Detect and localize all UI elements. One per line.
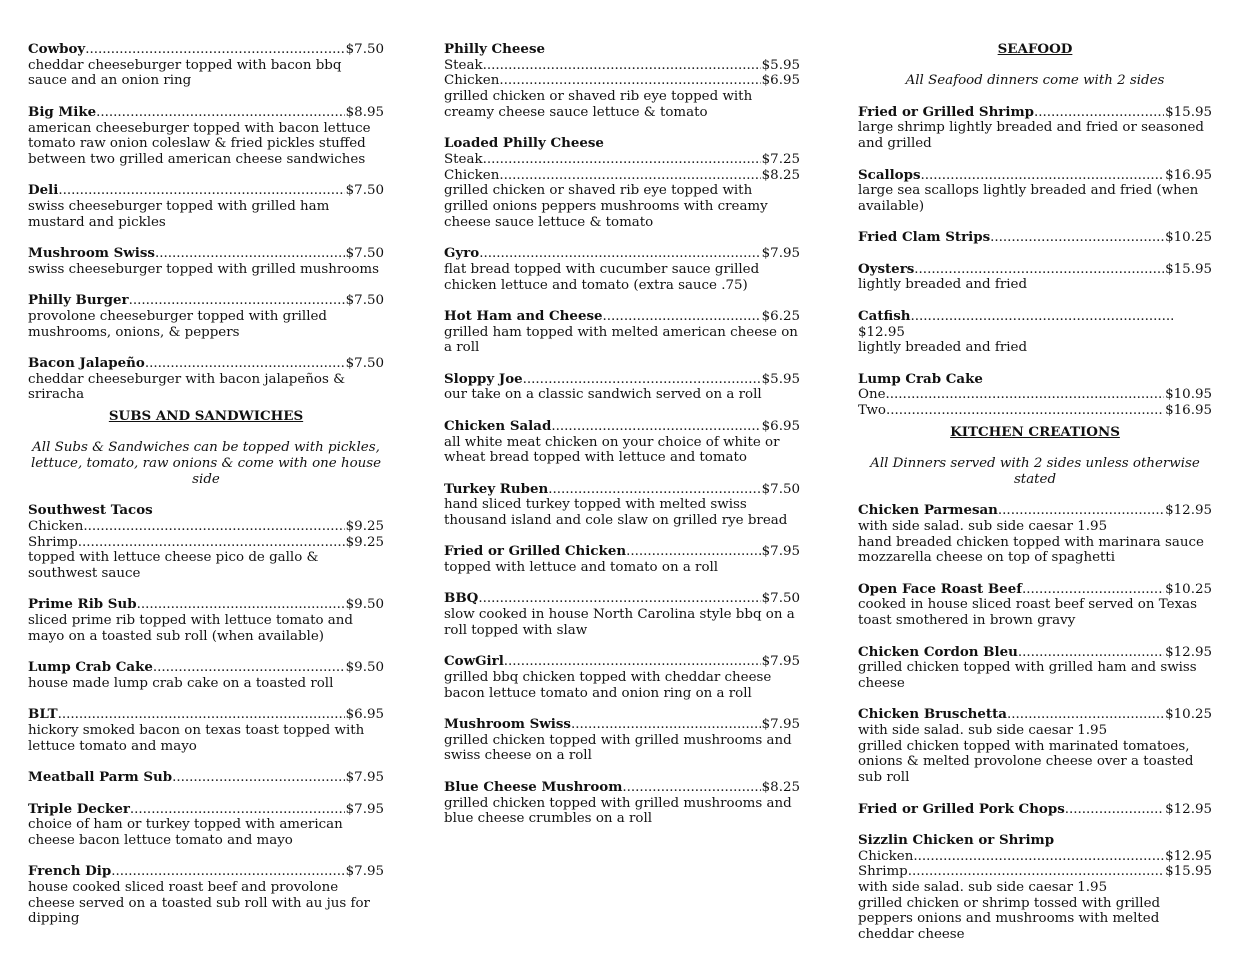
item-name: Fried or Grilled Pork Chops (858, 800, 1065, 817)
menu-item (858, 309, 1212, 356)
item-name: Catfish (858, 307, 911, 324)
item-description: grilled bbq chicken topped with cheddar cheese bacon lettuce tomato and onion ring on a roll (444, 669, 772, 701)
item-price: $7.50 (345, 246, 384, 262)
item-price: $7.95 (345, 770, 384, 786)
item-price: $7.50 (345, 183, 384, 199)
item-price: $7.95 (345, 801, 384, 817)
item-description: slow cooked in house North Carolina style bbq on a roll topped with slaw (444, 607, 795, 638)
item-description: large sea scallops lightly breaded and fried (when available) (858, 183, 1199, 214)
item-price: $16.95 (1165, 167, 1212, 183)
menu-item (858, 645, 1212, 692)
item-description: grilled chicken topped with marinated tomatoes, onions & melted provolone cheese over a toasted sub roll (858, 738, 1194, 786)
item-description: our take on a classic sandwich served on a roll (444, 387, 762, 403)
item-price: $5.95 (761, 371, 800, 387)
menu-item (28, 246, 384, 277)
menu-item (858, 802, 1212, 818)
item-description: grilled chicken topped with grilled mushrooms and swiss cheese on a roll (444, 732, 792, 764)
item-description: hand breaded chicken topped with marinara sauce mozzarella cheese on top of spaghetti (858, 534, 1204, 566)
menu-item (28, 864, 384, 927)
item-description: cheddar cheeseburger topped with bacon bbq sauce and an onion ring (28, 57, 342, 89)
item-description: swiss cheeseburger topped with grilled ham mustard and pickles (28, 199, 330, 230)
menu-column-2 (444, 42, 800, 843)
option-price: $6.95 (761, 73, 800, 89)
item-description: lightly breaded and fried (858, 277, 1028, 293)
item-price: $8.95 (345, 104, 384, 120)
section-note-seafood: All Seafood dinners come with 2 sides (905, 73, 1165, 89)
menu-item (444, 309, 800, 356)
option-label: Steak (444, 151, 483, 167)
item-name: Triple Decker (28, 800, 130, 817)
option-label: Steak (444, 57, 483, 73)
item-price: $7.95 (761, 654, 800, 670)
menu-item (444, 136, 800, 230)
menu-item (28, 105, 384, 168)
item-price: $7.95 (345, 864, 384, 880)
section-heading-subs: SUBS AND SANDWICHES (108, 408, 304, 425)
item-price: $7.95 (761, 717, 800, 733)
menu-item (28, 660, 384, 691)
item-name: Chicken Cordon Bleu (858, 643, 1018, 660)
item-side-note: with side salad. sub side caesar 1.95 (858, 880, 1108, 896)
item-name: Gyro (444, 245, 480, 262)
menu-item (28, 707, 384, 754)
item-price: $7.95 (761, 246, 800, 262)
menu-item (28, 356, 384, 403)
item-name: Cowboy (28, 41, 86, 57)
option-label: Chicken (28, 518, 84, 534)
menu-column-3 (858, 42, 1212, 959)
item-description: grilled chicken or shaved rib eye topped with creamy cheese sauce lettuce & tomato (444, 89, 753, 120)
item-price: $10.25 (1165, 707, 1212, 723)
item-description: grilled chicken topped with grilled mushrooms and blue cheese crumbles on a roll (444, 795, 792, 827)
menu-item (28, 802, 384, 849)
item-name: Loaded Philly Cheese (444, 135, 604, 152)
item-price: $12.95 (1165, 644, 1212, 660)
option-price: $12.95 (1165, 848, 1212, 864)
option-price: $10.95 (1165, 387, 1212, 403)
option-label: Shrimp (858, 864, 908, 880)
menu-item (444, 717, 800, 764)
menu-item (28, 42, 384, 89)
item-name: Southwest Tacos (28, 502, 153, 519)
item-name: Turkey Ruben (444, 480, 549, 497)
menu-item (444, 419, 800, 466)
menu-item (858, 707, 1212, 786)
item-price: $7.50 (345, 293, 384, 309)
option-price: $5.95 (761, 57, 800, 73)
section-heading-kitchen: KITCHEN CREATIONS (950, 423, 1120, 440)
menu-item (858, 833, 1212, 943)
item-price: $15.95 (1165, 261, 1212, 277)
item-name: Deli (28, 182, 59, 199)
item-description: house made lump crab cake on a toasted roll (28, 675, 334, 691)
item-price: $7.50 (345, 355, 384, 371)
item-description: house cooked sliced roast beef and provolone cheese served on a toasted sub roll with au jus for dipping (28, 880, 370, 927)
item-description: large shrimp lightly breaded and fried or seasoned and grilled (858, 120, 1204, 152)
item-name: Mushroom Swiss (444, 716, 571, 733)
menu-item (444, 42, 800, 121)
item-name: Lump Crab Cake (28, 659, 153, 676)
menu-item (444, 591, 800, 638)
item-description: choice of ham or turkey topped with american cheese bacon lettuce tomato and mayo (28, 817, 343, 848)
item-description: flat bread topped with cucumber sauce grilled chicken lettuce and tomato (extra sauce .75) (444, 261, 760, 293)
item-name: Prime Rib Sub (28, 596, 137, 613)
menu-item (858, 230, 1212, 246)
menu-item (28, 293, 384, 340)
item-name: Hot Ham and Cheese (444, 307, 603, 324)
menu-item (858, 105, 1212, 152)
option-price: $7.25 (761, 151, 800, 167)
item-side-note: with side salad. sub side caesar 1.95 (858, 723, 1108, 739)
item-description: cheddar cheeseburger with bacon jalapeños & sriracha (28, 371, 345, 403)
item-name: French Dip (28, 863, 112, 880)
item-name: BLT (28, 706, 58, 723)
item-description: provolone cheeseburger topped with grilled mushrooms, onions, & peppers (28, 308, 327, 340)
item-name: Philly Cheese (444, 41, 545, 57)
item-name: Fried or Grilled Chicken (444, 543, 627, 560)
menu-item (444, 482, 800, 529)
section-note-subs: All Subs & Sandwiches can be topped with pickles, lettuce, tomato, raw onions & come with one house side (30, 440, 382, 487)
option-label: Shrimp (28, 534, 78, 550)
item-price: $9.50 (345, 597, 384, 613)
item-description: cooked in house sliced roast beef served on Texas toast smothered in brown gravy (858, 597, 1197, 629)
item-price: $7.50 (761, 481, 800, 497)
item-price: $7.50 (761, 591, 800, 607)
item-name: Chicken Bruschetta (858, 706, 1007, 723)
item-name: Mushroom Swiss (28, 245, 155, 262)
item-price: $6.95 (345, 707, 384, 723)
item-name: Oysters (858, 260, 915, 277)
menu-item (858, 582, 1212, 629)
item-description: swiss cheeseburger topped with grilled mushrooms (28, 261, 379, 277)
item-description: grilled chicken or shaved rib eye topped with grilled onions peppers mushrooms with creamy cheese sauce lettuce & tomato (444, 183, 768, 230)
menu-item (444, 780, 800, 827)
option-price: $9.25 (345, 518, 384, 534)
item-name: Blue Cheese Mushroom (444, 778, 623, 795)
item-name: Open Face Roast Beef (858, 580, 1022, 597)
option-label: Chicken (444, 167, 500, 183)
option-label: One (858, 387, 886, 403)
item-price: $7.95 (761, 544, 800, 560)
option-label: Two (858, 403, 886, 419)
item-price: $7.50 (345, 42, 384, 57)
item-price: $6.95 (761, 418, 800, 434)
item-price: $12.95 (858, 324, 905, 340)
menu-column-1 (28, 42, 384, 943)
item-name: Sizzlin Chicken or Shrimp (858, 831, 1055, 848)
item-price: $8.25 (761, 779, 800, 795)
item-description: grilled chicken or shrimp tossed with grilled peppers onions and mushrooms with melted cheddar cheese (858, 895, 1161, 943)
item-description: topped with lettuce and tomato on a roll (444, 560, 719, 576)
item-name: Fried Clam Strips (858, 229, 991, 246)
menu-item (444, 246, 800, 293)
item-description: grilled chicken topped with grilled ham and swiss cheese (858, 660, 1197, 691)
item-description: american cheeseburger topped with bacon lettuce tomato raw onion coleslaw & fried pickles stuffed between two grilled american cheese sandwiches (28, 120, 371, 167)
option-price: $16.95 (1165, 403, 1212, 419)
item-description: lightly breaded and fried (858, 340, 1028, 356)
item-name: Sloppy Joe (444, 370, 523, 387)
option-price: $9.25 (345, 534, 384, 550)
menu-item (28, 183, 384, 230)
item-description: grilled ham topped with melted american cheese on a roll (444, 324, 798, 356)
option-price: $8.25 (761, 167, 800, 183)
menu-item (858, 372, 1212, 419)
item-name: Philly Burger (28, 292, 129, 309)
item-name: Bacon Jalapeño (28, 354, 145, 371)
item-name: Scallops (858, 166, 921, 183)
menu-item (28, 597, 384, 644)
option-label: Chicken (444, 73, 500, 89)
menu-item (858, 168, 1212, 215)
item-name: Chicken Salad (444, 417, 552, 434)
item-description: sliced prime rib topped with lettuce tomato and mayo on a toasted sub roll (when available) (28, 613, 353, 644)
section-note-kitchen: All Dinners served with 2 sides unless otherwise stated (870, 456, 1200, 487)
menu-item (444, 544, 800, 575)
item-name: Fried or Grilled Shrimp (858, 103, 1034, 120)
item-price: $10.25 (1165, 230, 1212, 246)
menu-item (444, 654, 800, 701)
item-price: $6.25 (761, 308, 800, 324)
section-heading-seafood: SEAFOOD (997, 41, 1073, 57)
item-name: Lump Crab Cake (858, 370, 983, 387)
menu-item (28, 770, 384, 786)
menu-item (858, 262, 1212, 293)
item-price: $10.25 (1165, 581, 1212, 597)
item-price: $9.50 (345, 660, 384, 676)
option-price: $15.95 (1165, 864, 1212, 880)
item-side-note: with side salad. sub side caesar 1.95 (858, 518, 1108, 534)
option-label: Chicken (858, 848, 914, 864)
item-name: Big Mike (28, 103, 97, 120)
item-price: $15.95 (1165, 104, 1212, 120)
item-price: $12.95 (1165, 503, 1212, 519)
item-name: Meatball Parm Sub (28, 769, 173, 786)
item-name: BBQ (444, 590, 479, 607)
item-name: CowGirl (444, 653, 504, 670)
item-description: all white meat chicken on your choice of white or wheat bread topped with lettuce and tomato (444, 434, 780, 466)
item-price: $12.95 (1165, 801, 1212, 817)
item-description: hickory smoked bacon on texas toast topped with lettuce tomato and mayo (28, 723, 365, 754)
item-description: topped with lettuce cheese pico de gallo & southwest sauce (28, 550, 319, 582)
item-name: Chicken Parmesan (858, 502, 998, 519)
item-description: hand sliced turkey topped with melted swiss thousand island and cole slaw on grilled rye bread (444, 497, 788, 528)
menu-item (858, 503, 1212, 566)
menu-item (444, 372, 800, 403)
menu-item (28, 503, 384, 582)
